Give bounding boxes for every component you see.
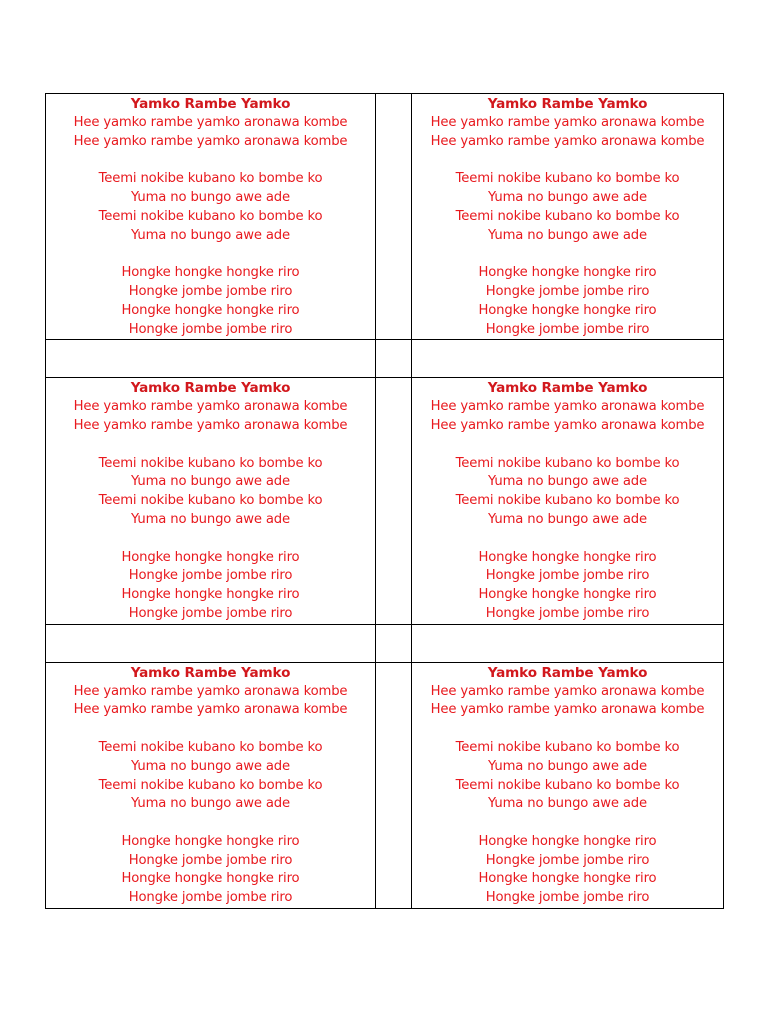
lyric-line: Hongke jombe jombe riro (485, 321, 650, 337)
stanza-break (412, 720, 723, 739)
lyric-line: Teemi nokibe kubano ko bombe ko (98, 493, 323, 509)
lyrics-card (412, 94, 723, 339)
lyrics-card (46, 663, 375, 908)
lyric-line: Hongke jombe jombe riro (128, 890, 293, 906)
lyric-line: Teemi nokibe kubano ko bombe ko (455, 777, 680, 793)
lyric-line: Hee yamko rambe yamko aronawa kombe (430, 683, 705, 699)
lyric-line: Teemi nokibe kubano ko bombe ko (455, 455, 680, 471)
stanza-break (46, 814, 375, 833)
lyric-line: Hongke hongke hongke riro (478, 833, 657, 849)
stanza-break (412, 814, 723, 833)
lyric-line: Teemi nokibe kubano ko bombe ko (98, 171, 323, 187)
spacer-row (46, 624, 724, 662)
lyric-line: Yuma no bungo awe ade (131, 227, 290, 243)
song-title: Yamko Rambe Yamko (487, 96, 648, 112)
lyric-line: Hongke hongke hongke riro (121, 265, 300, 281)
lyric-line: Hongke hongke hongke riro (121, 833, 300, 849)
lyric-line: Hongke jombe jombe riro (485, 890, 650, 906)
lyric-line: Hee yamko rambe yamko aronawa kombe (73, 114, 348, 130)
card-row (46, 378, 724, 624)
card-row (46, 94, 724, 340)
stanza-break (46, 530, 375, 549)
lyric-line: Hee yamko rambe yamko aronawa kombe (430, 417, 705, 433)
lyric-line: Hongke jombe jombe riro (485, 852, 650, 868)
card-cell-left (46, 662, 376, 908)
lyric-line: Hee yamko rambe yamko aronawa kombe (430, 133, 705, 149)
lyrics-card (412, 378, 723, 623)
song-title: Yamko Rambe Yamko (130, 380, 291, 397)
lyric-line: Yuma no bungo awe ade (488, 758, 647, 774)
lyric-line: Hongke jombe jombe riro (128, 568, 293, 584)
gap-cell (376, 662, 412, 908)
stanza-break (46, 436, 375, 455)
lyric-line: Hongke jombe jombe riro (485, 568, 650, 584)
spacer-cell (46, 340, 376, 378)
lyric-line: Yuma no bungo awe ade (488, 189, 647, 205)
lyric-line: Hongke hongke hongke riro (121, 302, 300, 318)
lyric-line: Hongke hongke hongke riro (478, 549, 657, 565)
lyric-line: Hongke hongke hongke riro (121, 549, 300, 565)
lyric-line: Yuma no bungo awe ade (488, 474, 647, 490)
spacer-cell (412, 340, 724, 378)
lyric-line: Yuma no bungo awe ade (131, 796, 290, 812)
spacer-cell (376, 340, 412, 378)
lyric-line: Yuma no bungo awe ade (488, 227, 647, 243)
gap-cell (376, 94, 412, 340)
lyric-line: Yuma no bungo awe ade (488, 796, 647, 812)
stanza-break (412, 245, 723, 264)
lyric-line: Hongke hongke hongke riro (478, 265, 657, 281)
card-cell-left (46, 94, 376, 340)
stanza-break (412, 436, 723, 455)
lyric-line: Yuma no bungo awe ade (131, 758, 290, 774)
lyric-line: Hee yamko rambe yamko aronawa kombe (73, 683, 348, 699)
lyric-line: Hongke jombe jombe riro (128, 283, 293, 299)
lyric-line: Yuma no bungo awe ade (131, 474, 290, 490)
stanza-break (412, 151, 723, 170)
lyric-line: Hee yamko rambe yamko aronawa kombe (73, 133, 348, 149)
lyric-line: Hongke hongke hongke riro (121, 871, 300, 887)
lyric-line: Hee yamko rambe yamko aronawa kombe (430, 399, 705, 415)
lyrics-card (46, 378, 375, 623)
lyrics-card (46, 94, 375, 339)
lyric-line: Yuma no bungo awe ade (131, 511, 290, 527)
spacer-cell (46, 624, 376, 662)
lyric-line: Hongke jombe jombe riro (128, 605, 293, 621)
lyrics-card (412, 663, 723, 908)
lyric-line: Teemi nokibe kubano ko bombe ko (98, 777, 323, 793)
song-title: Yamko Rambe Yamko (487, 664, 648, 681)
lyric-line: Hongke hongke hongke riro (478, 302, 657, 318)
card-cell-right (412, 662, 724, 908)
gap-cell (376, 378, 412, 624)
lyric-line: Teemi nokibe kubano ko bombe ko (98, 739, 323, 755)
lyric-line: Teemi nokibe kubano ko bombe ko (455, 208, 680, 224)
lyrics-card-sheet (45, 93, 724, 909)
lyric-line: Teemi nokibe kubano ko bombe ko (98, 455, 323, 471)
lyric-line: Hongke jombe jombe riro (485, 605, 650, 621)
card-cell-right (412, 94, 724, 340)
song-title: Yamko Rambe Yamko (130, 96, 291, 112)
lyric-line: Teemi nokibe kubano ko bombe ko (455, 493, 680, 509)
spacer-cell (376, 624, 412, 662)
song-title: Yamko Rambe Yamko (130, 664, 291, 681)
stanza-break (46, 245, 375, 264)
lyric-line: Teemi nokibe kubano ko bombe ko (98, 208, 323, 224)
lyric-line: Yuma no bungo awe ade (488, 511, 647, 527)
spacer-row (46, 340, 724, 378)
song-title: Yamko Rambe Yamko (487, 380, 648, 397)
lyric-line: Hee yamko rambe yamko aronawa kombe (73, 702, 348, 718)
lyric-line: Hongke jombe jombe riro (128, 852, 293, 868)
lyric-line: Hongke hongke hongke riro (478, 587, 657, 603)
lyric-line: Teemi nokibe kubano ko bombe ko (455, 171, 680, 187)
lyric-line: Hongke hongke hongke riro (478, 871, 657, 887)
lyric-line: Hee yamko rambe yamko aronawa kombe (430, 702, 705, 718)
lyric-line: Hongke jombe jombe riro (128, 321, 293, 337)
lyric-line: Yuma no bungo awe ade (131, 189, 290, 205)
card-row (46, 662, 724, 908)
lyric-line: Hongke hongke hongke riro (121, 587, 300, 603)
stanza-break (412, 530, 723, 549)
spacer-cell (412, 624, 724, 662)
card-cell-right (412, 378, 724, 624)
lyric-line: Teemi nokibe kubano ko bombe ko (455, 739, 680, 755)
lyric-line: Hee yamko rambe yamko aronawa kombe (73, 399, 348, 415)
lyric-line: Hee yamko rambe yamko aronawa kombe (430, 114, 705, 130)
stanza-break (46, 720, 375, 739)
card-cell-left (46, 378, 376, 624)
lyric-line: Hongke jombe jombe riro (485, 283, 650, 299)
stanza-break (46, 151, 375, 170)
lyric-line: Hee yamko rambe yamko aronawa kombe (73, 417, 348, 433)
